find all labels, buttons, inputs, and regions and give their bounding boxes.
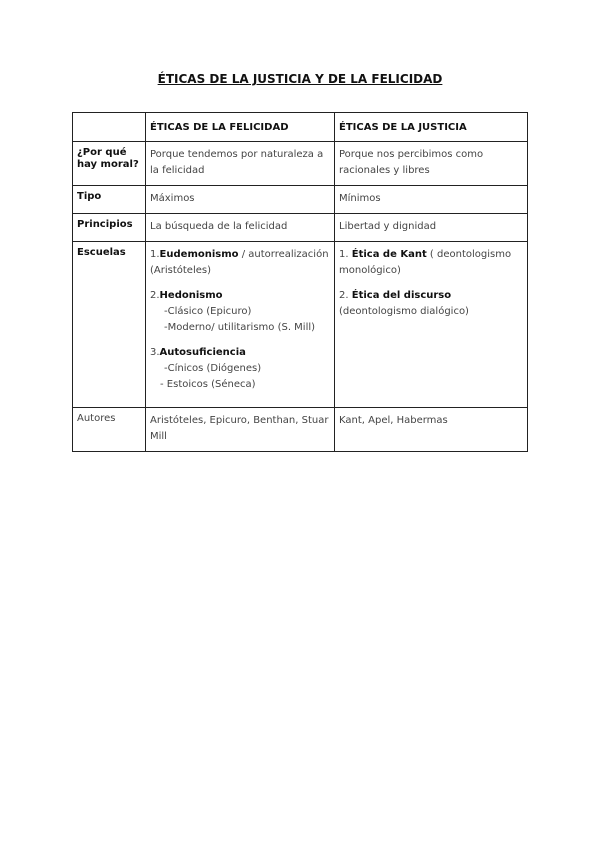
school-hedonismo: 2.Hedonismo -Clásico (Epicuro) -Moderno/ utilitarismo (S. Mill) — [150, 290, 316, 333]
cell-justicia-tipo: Mínimos — [335, 186, 528, 214]
row-label-moral: ¿Por qué hay moral? — [73, 142, 146, 186]
table-row — [73, 142, 528, 186]
school-discurso: 2. Ética del discurso (deontologismo dialógico) — [339, 290, 469, 317]
table-row — [73, 242, 528, 408]
cell-felicidad-moral: Porque tendemos por naturaleza a la felicidad — [146, 142, 335, 186]
school-eudemonismo: 1.Eudemonismo / autorrealización (Aristóteles) — [150, 249, 329, 276]
school-kant: 1. Ética de Kant ( deontologismo monológico) — [339, 249, 512, 276]
header-felicidad: ÉTICAS DE LA FELICIDAD — [146, 113, 335, 142]
cell-felicidad-escuelas — [146, 242, 335, 408]
cell-justicia-escuelas — [335, 242, 528, 408]
page-title: ÉTICAS DE LA JUSTICIA Y DE LA FELICIDAD — [157, 72, 443, 86]
school-autosuficiencia: 3.Autosuficiencia -Cínicos (Diógenes) - Estoicos (Séneca) — [150, 347, 262, 390]
row-label-tipo: Tipo — [73, 186, 146, 214]
row-label-autores: Autores — [73, 408, 146, 452]
table-header-row — [73, 113, 528, 142]
header-justicia: ÉTICAS DE LA JUSTICIA — [335, 113, 528, 142]
cell-justicia-principios: Libertad y dignidad — [335, 214, 528, 242]
table-row — [73, 186, 528, 214]
cell-felicidad-principios: La búsqueda de la felicidad — [146, 214, 335, 242]
header-empty-cell — [73, 113, 146, 142]
cell-justicia-moral: Porque nos percibimos como racionales y libres — [335, 142, 528, 186]
ethics-table — [72, 112, 528, 452]
row-label-principios: Principios — [73, 214, 146, 242]
table-row — [73, 214, 528, 242]
table-row — [73, 408, 528, 452]
cell-felicidad-tipo: Máximos — [146, 186, 335, 214]
cell-felicidad-autores: Aristóteles, Epicuro, Benthan, Stuar Mill — [146, 408, 335, 452]
row-label-escuelas: Escuelas — [73, 242, 146, 408]
cell-justicia-autores: Kant, Apel, Habermas — [335, 408, 528, 452]
